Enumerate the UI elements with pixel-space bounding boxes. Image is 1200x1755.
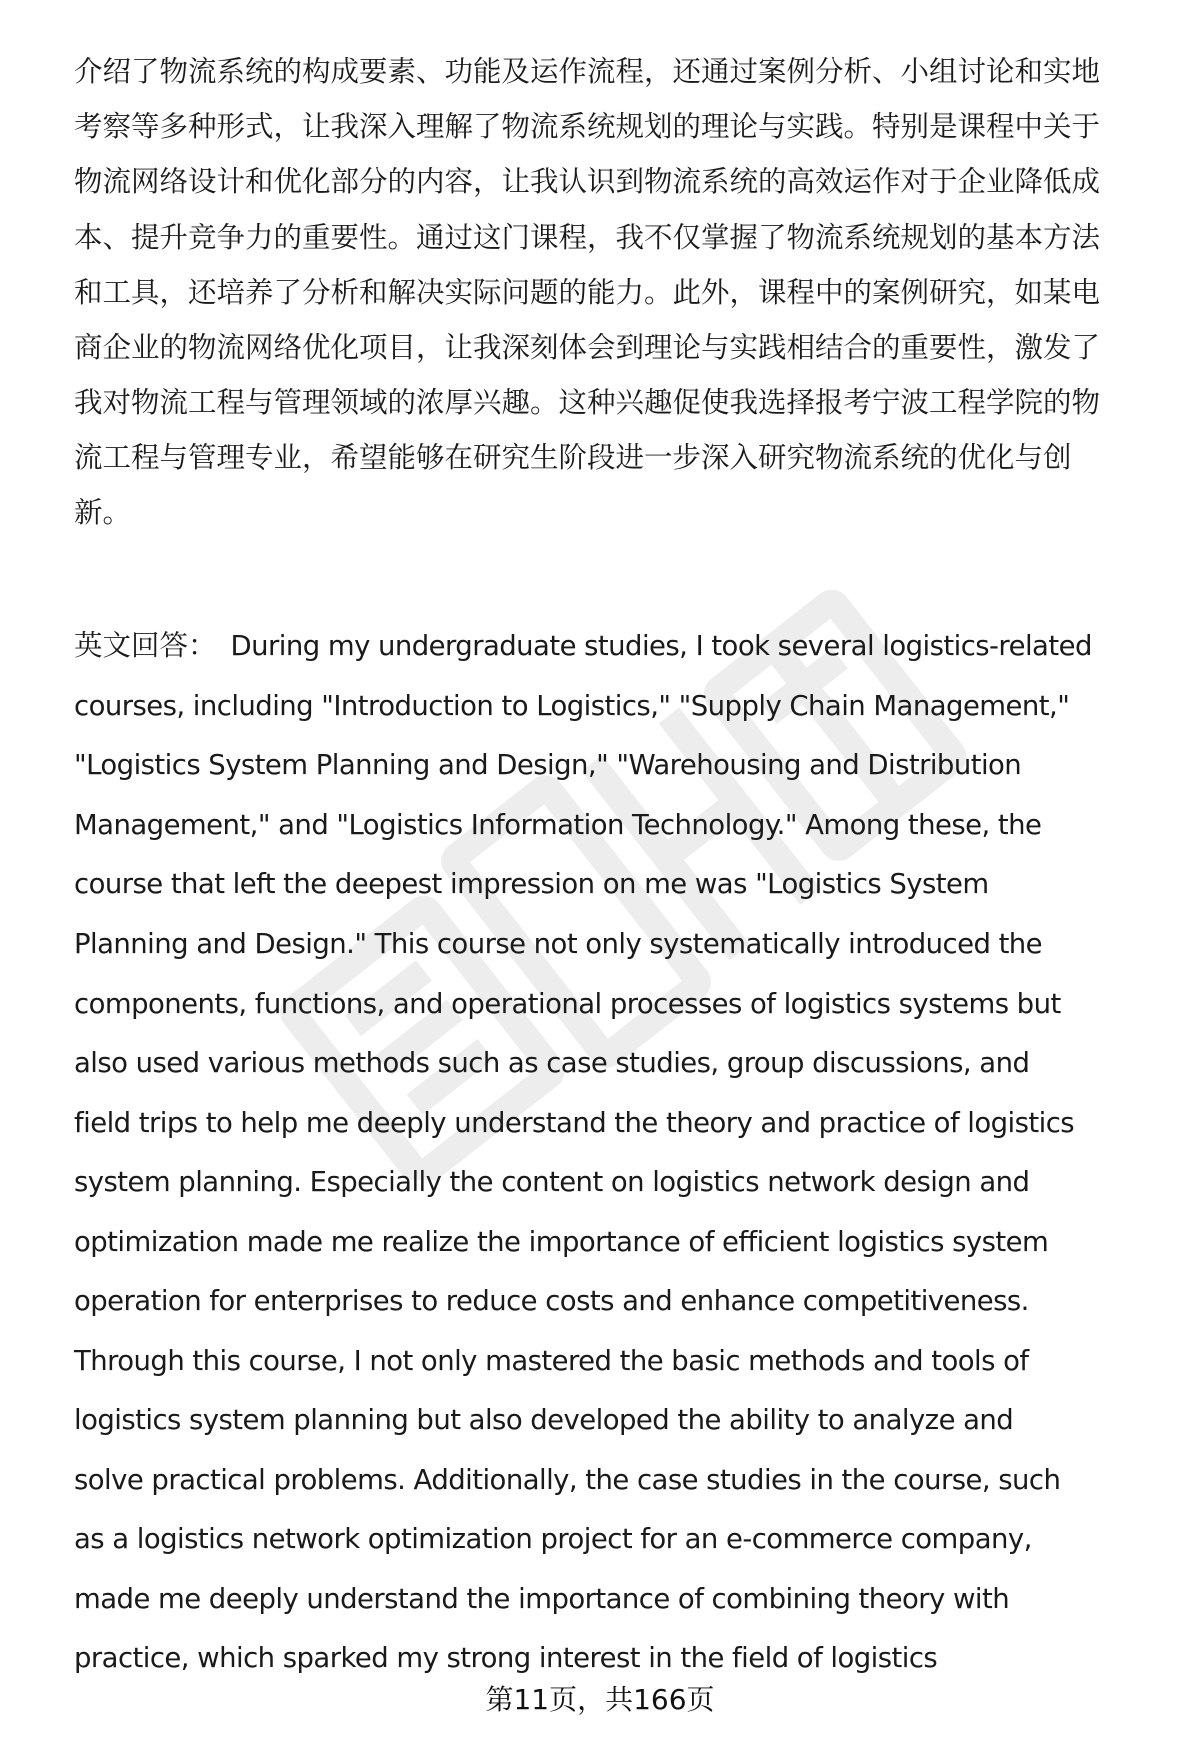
en-line: operation for enterprises to reduce costs and enhance competitiveness.: [74, 1285, 1029, 1317]
cn-line: 商企业的物流网络优化项目，让我深刻体会到理论与实践相结合的重要性，激发了: [74, 331, 1101, 364]
en-line: Management," and "Logistics Information Technology." Among these, the: [74, 809, 1042, 841]
en-line-first: [74, 626, 1092, 666]
en-line: practice, which sparked my strong interest in the field of logistics: [74, 1642, 938, 1674]
cn-line: 考察等多种形式，让我深入理解了物流系统规划的理论与实践。特别是课程中关于: [74, 110, 1101, 143]
en-line: made me deeply understand the importance of combining theory with: [74, 1583, 1010, 1615]
en-line: also used various methods such as case studies, group discussions, and: [74, 1047, 1030, 1079]
en-line: logistics system planning but also developed the ability to analyze and: [74, 1404, 1014, 1436]
cn-line: 新。: [74, 496, 132, 529]
en-line: "Logistics System Planning and Design," "Warehousing and Distribution: [74, 749, 1022, 781]
en-line: field trips to help me deeply understand the theory and practice of logistics: [74, 1107, 1075, 1139]
en-line: Through this course, I not only mastered the basic methods and tools of: [74, 1345, 1029, 1377]
en-line: optimization made me realize the importance of efficient logistics system: [74, 1226, 1049, 1258]
cn-line: 流工程与管理专业，希望能够在研究生阶段进一步深入研究物流系统的优化与创: [74, 441, 1072, 474]
cn-line: 和工具，还培养了分析和解决实际问题的能力。此外，课程中的案例研究，如某电: [74, 276, 1101, 309]
en-line: courses, including "Introduction to Logistics," "Supply Chain Management,": [74, 690, 1070, 722]
en-line: as a logistics network optimization project for an e-commerce company,: [74, 1523, 1032, 1555]
cn-line: 本、提升竞争力的重要性。通过这门课程，我不仅掌握了物流系统规划的基本方法: [74, 221, 1101, 254]
en-line: components, functions, and operational processes of logistics systems but: [74, 988, 1061, 1020]
en-line: solve practical problems. Additionally, the case studies in the course, such: [74, 1464, 1061, 1496]
en-line: course that left the deepest impression on me was "Logistics System: [74, 868, 989, 900]
english-answer-label: 英文回答：: [74, 629, 217, 662]
en-line: Planning and Design." This course not only systematically introduced the: [74, 928, 1043, 960]
cn-line: 物流网络设计和优化部分的内容，让我认识到物流系统的高效运作对于企业降低成: [74, 165, 1101, 198]
en-line: system planning. Especially the content on logistics network design and: [74, 1166, 1030, 1198]
en-line-text: During my undergraduate studies, I took several logistics-related: [230, 630, 1092, 662]
cn-line: 我对物流工程与管理领域的浓厚兴趣。这种兴趣促使我选择报考宁波工程学院的物: [74, 386, 1101, 419]
page-number-footer: 第11页，共166页: [485, 1683, 715, 1716]
cn-line: 介绍了物流系统的构成要素、功能及运作流程，还通过案例分析、小组讨论和实地: [74, 55, 1101, 88]
